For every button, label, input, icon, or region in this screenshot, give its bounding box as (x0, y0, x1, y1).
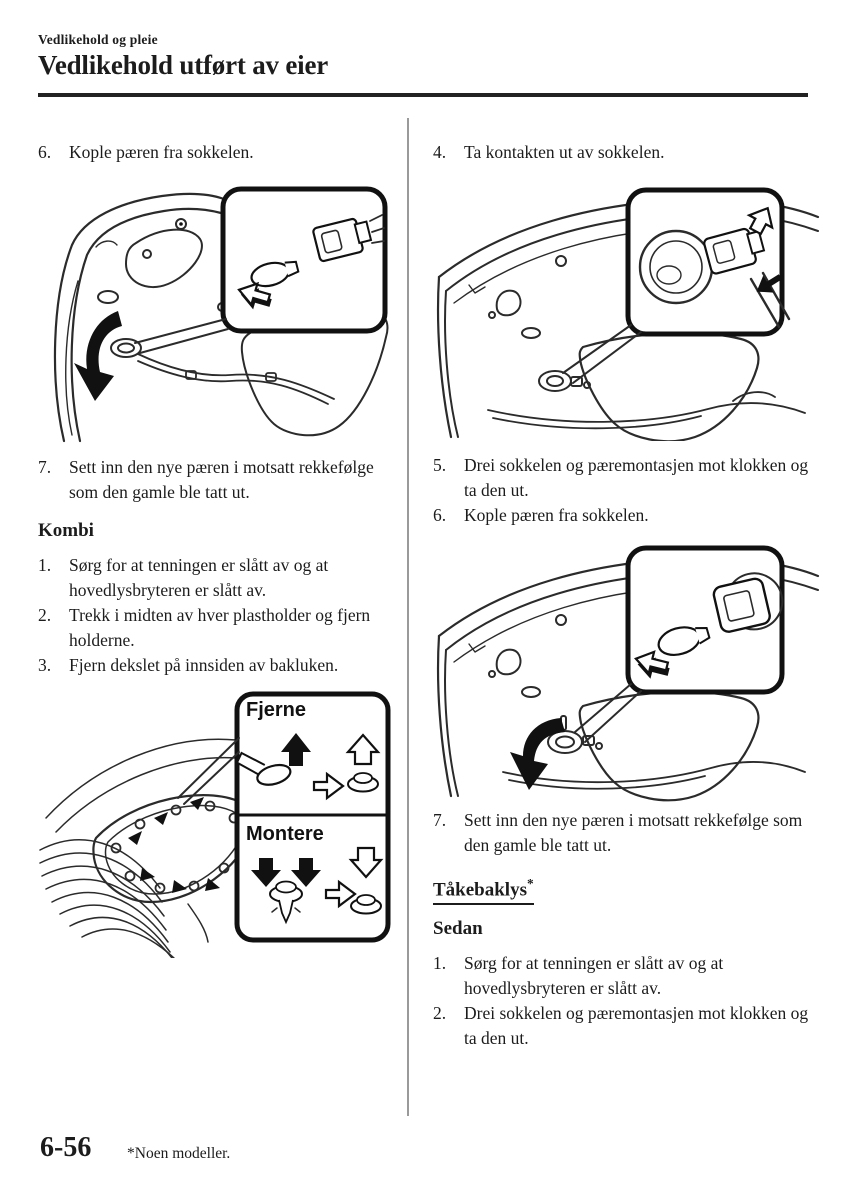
footnote: *Noen modeller. (127, 1145, 231, 1162)
step-text: Sørg for at tenningen er slått av og at hovedlysbryteren er slått av. (464, 953, 724, 999)
step-number: 1. (433, 953, 447, 974)
step-text: Kople pæren fra sokkelen. (69, 142, 254, 162)
install-label: Montere (246, 823, 324, 845)
step-text: Ta kontakten ut av sokkelen. (464, 142, 665, 162)
step-number: 7. (38, 457, 52, 477)
step-text: Fjern dekslet på innsiden av bakluken. (69, 655, 339, 675)
step-number: 6. (433, 505, 447, 525)
step-number: 2. (38, 605, 52, 625)
step-number: 7. (433, 810, 447, 830)
clip-drawing (38, 690, 392, 958)
fog-heading-footnote-marker: * (526, 876, 534, 891)
step-number: 6. (38, 142, 52, 162)
illustration-connector-removal (433, 185, 811, 441)
section-heading-fog (433, 871, 811, 905)
illustration-bulb-removal (433, 540, 811, 802)
step-item (433, 1001, 811, 1051)
step-item (38, 553, 398, 603)
wiring-harness (138, 354, 334, 404)
breadcrumb: Vedlikehold og pleie (38, 32, 158, 47)
step-text: Drei sokkelen og pæremontasjen mot klokken og ta den ut. (464, 1003, 809, 1049)
bulb-socket-inset (223, 189, 385, 331)
tailgate-drawing (38, 185, 416, 443)
step-number: 1. (38, 555, 52, 575)
step-item (433, 808, 811, 858)
fog-heading-label: Tåkebaklys (433, 879, 527, 901)
step-text: Sett inn den nye pæren i motsatt rekkefølge som den gamle ble tatt ut. (69, 457, 374, 502)
tailgate-drawing (433, 540, 823, 802)
step-number: 5. (433, 455, 447, 475)
step-number: 3. (38, 655, 52, 675)
wiring-harness (503, 762, 805, 789)
step-text: Sørg for at tenningen er slått av og at hovedlysbryteren er slått av. (69, 555, 329, 600)
header-rule (38, 93, 808, 97)
section-heading-sedan: Sedan (433, 918, 483, 940)
step-number: 4. (433, 142, 447, 162)
right-column (433, 140, 811, 1051)
tailgate-drawing (433, 185, 823, 441)
step-item (38, 603, 398, 653)
page-title: Vedlikehold utført av eier (38, 50, 329, 80)
page-number: 6-56 (40, 1132, 92, 1163)
step-item (38, 455, 398, 505)
step-item (433, 503, 811, 528)
step-item (433, 951, 811, 1001)
step-text: Trekk i midten av hver plastholder og fjern holderne. (69, 605, 371, 650)
step-text: Kople pæren fra sokkelen. (464, 505, 649, 525)
socket-location (539, 371, 590, 391)
remove-label: Fjerne (246, 699, 307, 721)
step-item (38, 653, 398, 678)
step-item (433, 453, 811, 503)
step-item (433, 140, 811, 165)
section-heading-kombi: Kombi (38, 520, 94, 541)
curved-arrow-icon (74, 311, 122, 401)
rotate-arrow-icon (510, 718, 565, 790)
step-number: 2. (433, 1003, 447, 1024)
wiring-harness (488, 392, 805, 428)
illustration-tailgate-bulb-removal (38, 185, 398, 443)
step-item (38, 140, 398, 165)
clip-holes (112, 802, 239, 893)
step-text: Drei sokkelen og pæremontasjen mot klokken og ta den ut. (464, 455, 809, 500)
illustration-clip-removal (38, 690, 398, 958)
left-column (38, 140, 398, 958)
step-text: Sett inn den nye pæren i motsatt rekkefølge som den gamle ble tatt ut. (464, 810, 803, 855)
